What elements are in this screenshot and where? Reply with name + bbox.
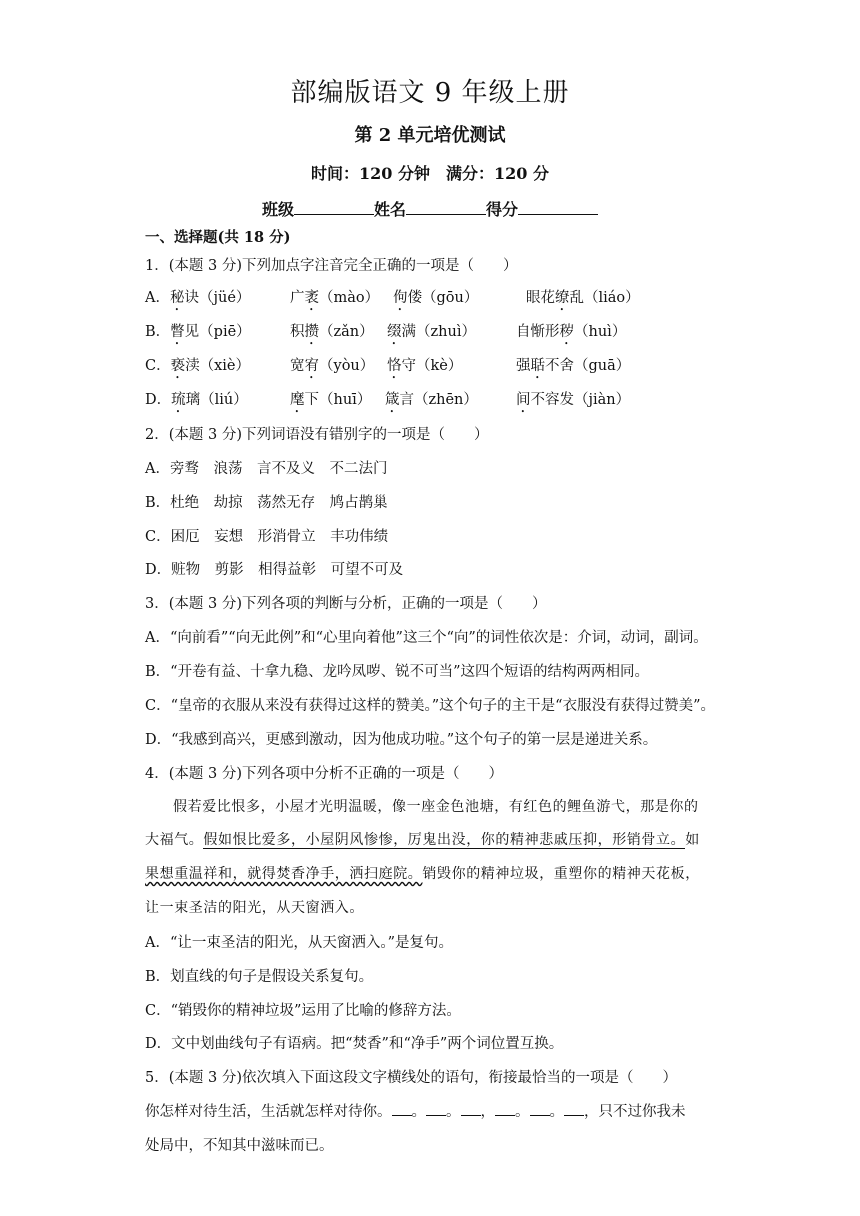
passage-text: 大福气。	[145, 832, 204, 848]
q1-a-2: 广袤（mào）	[290, 290, 380, 306]
passage-line-4: 让一束圣洁的阳光，从天窗洒入。	[145, 900, 364, 916]
wavy-underlined-sentence: 果想重温祥和，就得焚香净手，洒扫庭院。	[145, 866, 423, 882]
question-4-stem: 4．(本题 3 分)下列各项中分析不正确的一项是（ ）	[145, 766, 503, 782]
class-blank[interactable]	[294, 200, 374, 215]
q1-b-4: 自惭形秽（huì）	[516, 324, 627, 340]
q2-option-b: B．杜绝 劫掠 荡然无存 鸠占鹊巢	[145, 495, 388, 511]
passage-line-2	[145, 829, 700, 849]
passage-line-3	[145, 863, 700, 883]
student-info-line	[0, 197, 860, 220]
q4-option-c: C．“销毁你的精神垃圾”运用了比喻的修辞方法。	[145, 1003, 461, 1019]
fill-blank[interactable]	[564, 1103, 584, 1116]
passage-line-1: 假若爱比恨多，小屋才光明温暖，像一座金色池塘，有红色的鲤鱼游弋，那是你的	[173, 799, 699, 815]
q5-text-line-1: 你怎样对待生活，生活就怎样对待你。 。 。 ， 。 。 ，只不过你我未	[145, 1104, 686, 1120]
q4-option-b: B．划直线的句子是假设关系复句。	[145, 969, 374, 985]
page-title: 部编版语文 9 年级上册	[290, 78, 570, 108]
fill-blank[interactable]	[530, 1103, 550, 1116]
question-2-stem: 2．(本题 3 分)下列词语没有错别字的一项是（ ）	[145, 427, 489, 443]
name-blank[interactable]	[406, 200, 486, 215]
fill-blank[interactable]	[461, 1103, 481, 1116]
q1-c-2: 宽宥（yòu）	[290, 358, 375, 374]
q1-d-1: D．琉璃（liú）	[145, 392, 248, 408]
q3-option-a: A．“向前看”“向无此例”和“心里向着他”这三个“向”的词性依次是：介词，动词，副词。	[145, 630, 708, 646]
q4-option-d: D．文中划曲线句子有语病。把“焚香”和“净手”两个词位置互换。	[145, 1036, 564, 1052]
q1-d-2: 麾下（huī）	[290, 392, 372, 408]
q4-option-a: A．“让一束圣洁的阳光，从天窗洒入。”是复句。	[145, 935, 454, 951]
passage-text: 如	[685, 832, 700, 848]
question-1-stem: 1．(本题 3 分)下列加点字注音完全正确的一项是（ ）	[145, 258, 518, 274]
q1-b-2: 积攒（zǎn）	[290, 324, 374, 340]
q1-b-1: B．瞥见（piē）	[145, 324, 251, 340]
q1-c-1: C．亵渎（xiè）	[145, 358, 251, 374]
q5-text: ，只不过你我未	[584, 1104, 686, 1120]
page-subtitle: 第 2 单元培优测试	[354, 125, 506, 146]
q1-d-4: 间不容发（jiàn）	[516, 392, 631, 408]
score-blank[interactable]	[518, 200, 598, 215]
q1-d-3: 箴言（zhēn）	[385, 392, 478, 408]
fill-blank[interactable]	[392, 1103, 412, 1116]
q2-option-c: C．困厄 妄想 形消骨立 丰功伟绩	[145, 529, 389, 545]
q1-a-3: 佝偻（gōu）	[393, 290, 479, 306]
q3-option-d: D．“我感到高兴，更感到激动，因为他成功啦。”这个句子的第一层是递进关系。	[145, 732, 658, 748]
score-label: 得分	[486, 200, 519, 219]
q1-a-4: 眼花缭乱（liáo）	[526, 290, 640, 306]
q3-option-c: C．“皇帝的衣服从来没有获得过这样的赞美。”这个句子的主干是“衣服没有获得过赞美”。	[145, 698, 715, 714]
passage-text: 销毁你的精神垃圾，重塑你的精神天花板，	[422, 866, 700, 882]
q1-a-1: A．秘诀（jüé）	[145, 290, 251, 306]
name-label: 姓名	[373, 200, 406, 219]
q5-text: 你怎样对待生活，生活就怎样对待你。	[145, 1104, 392, 1120]
q1-b-3: 缀满（zhuì）	[387, 324, 476, 340]
q2-option-a: A．旁骛 浪荡 言不及义 不二法门	[145, 461, 388, 477]
exam-meta: 时间：120 分钟 满分：120 分	[311, 164, 549, 183]
class-label: 班级	[261, 200, 294, 219]
q1-c-3: 恪守（kè）	[387, 358, 463, 374]
question-5-stem: 5．(本题 3 分)依次填入下面这段文字横线处的语句，衔接最恰当的一项是（ ）	[145, 1070, 677, 1086]
q3-option-b: B．“开卷有益、十拿九稳、龙吟凤哕、锐不可当”这四个短语的结构两两相同。	[145, 664, 649, 680]
q5-text-line-2: 处局中，不知其中滋味而已。	[145, 1138, 334, 1154]
fill-blank[interactable]	[495, 1103, 515, 1116]
question-3-stem: 3．(本题 3 分)下列各项的判断与分析，正确的一项是（ ）	[145, 596, 547, 612]
fill-blank[interactable]	[426, 1103, 446, 1116]
q1-c-4: 强聒不舍（guā）	[516, 358, 631, 374]
straight-underlined-sentence: 假如恨比爱多，小屋阴风惨惨，厉鬼出没，你的精神悲戚压抑，形销骨立。	[203, 832, 686, 848]
q2-option-d: D．赃物 剪影 相得益彰 可望不可及	[145, 562, 404, 578]
section-heading: 一、选择题(共 18 分)	[145, 229, 291, 246]
